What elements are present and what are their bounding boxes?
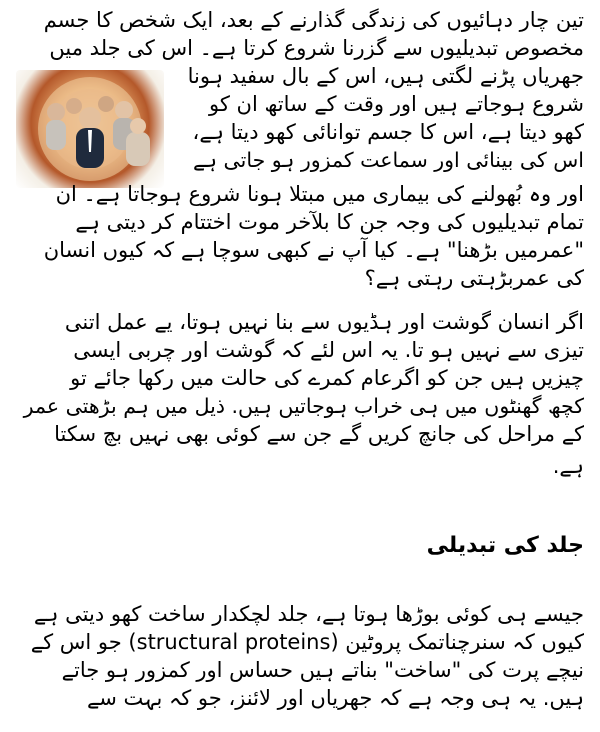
paragraph-line: شروع ہوجاتے ہیں اور وقت کے ساتھ ان کو: [209, 92, 584, 116]
document-page: [8, 0, 592, 732]
paragraph-line: کی عمربڑہتی رہتی ہے؟: [364, 266, 584, 290]
paragraph-line: ہیں. یہ ہی وجہ ہے کہ جھریاں اور لائنز، جو کہ بہت سے: [86, 686, 584, 710]
paragraph-line: کیوں کہ سنرچناتمک پروٹین (structural proteins) جو اس کے: [30, 630, 584, 654]
paragraph-line: کے مراحل کی جانچ کریں گے جن سے کوئی بھی نہیں بچ سکتا: [54, 422, 584, 446]
paragraph-line: چیزیں ہیں جن کو اگرعام کمرے کی حالت میں رکھا جائے تو: [70, 366, 584, 390]
paragraph-line: تمام تبدیلیوں کی وجہ جن کا بلآخر موت اختتام کر دیتی ہے: [75, 210, 584, 234]
paragraph-line: جھریاں پڑنے لگتی ہیں، اس کے بال سفید ہونا: [187, 64, 584, 88]
paragraph-line: کچھ گھنٹوں میں ہی خراب ہوجاتیں ہیں. ذیل میں ہم بڑھتی عمر: [23, 394, 584, 418]
paragraph-line: ہے.: [552, 454, 584, 478]
section-heading: جلد کی تبدیلی: [426, 533, 584, 558]
people-group-photo: [16, 70, 164, 188]
paragraph-line: تین چار دہائیوں کی زندگی گذارنے کے بعد، ایک شخص کا جسم: [43, 8, 584, 32]
paragraph-line: "عمرمیں بڑھنا" ہے۔ کیا آپ نے کبھی سوچا ہے کہ کیوں انسان: [43, 238, 584, 262]
paragraph-line: کھو دیتا ہے، اس کا جسم توانائی کھو دیتا ہے،: [192, 120, 584, 144]
paragraph-line: اور وہ بُھولنے کی بیماری میں مبتلا ہونا شروع ہوجاتا ہے۔ ان: [55, 182, 584, 206]
paragraph-line: تیزی سے نہیں ہو تا. یہ اس لئے کہ گوشت اور چربی ایسی: [73, 338, 584, 362]
paragraph-line: جیسے ہی کوئی بوڑھا ہوتا ہے، جلد لچکدار ساخت کھو دیتی ہے: [33, 602, 584, 626]
paragraph-line: مخصوص تبدیلیوں سے گزرنا شروع کرتا ہے۔ اس کی جلد میں: [49, 36, 584, 60]
paragraph-line: اگر انسان گوشت اور ہڈیوں سے بنا نہیں ہوتا، یے عمل اتنی: [64, 310, 584, 334]
paragraph-line: اس کی بینائی اور سماعت کمزور ہو جاتی ہے: [192, 148, 584, 172]
people-illustration: [16, 70, 164, 188]
paragraph-line: نیچے پرت کی "ساخت" بناتے ہیں حساس اور کمزور ہو جاتے: [61, 658, 584, 682]
